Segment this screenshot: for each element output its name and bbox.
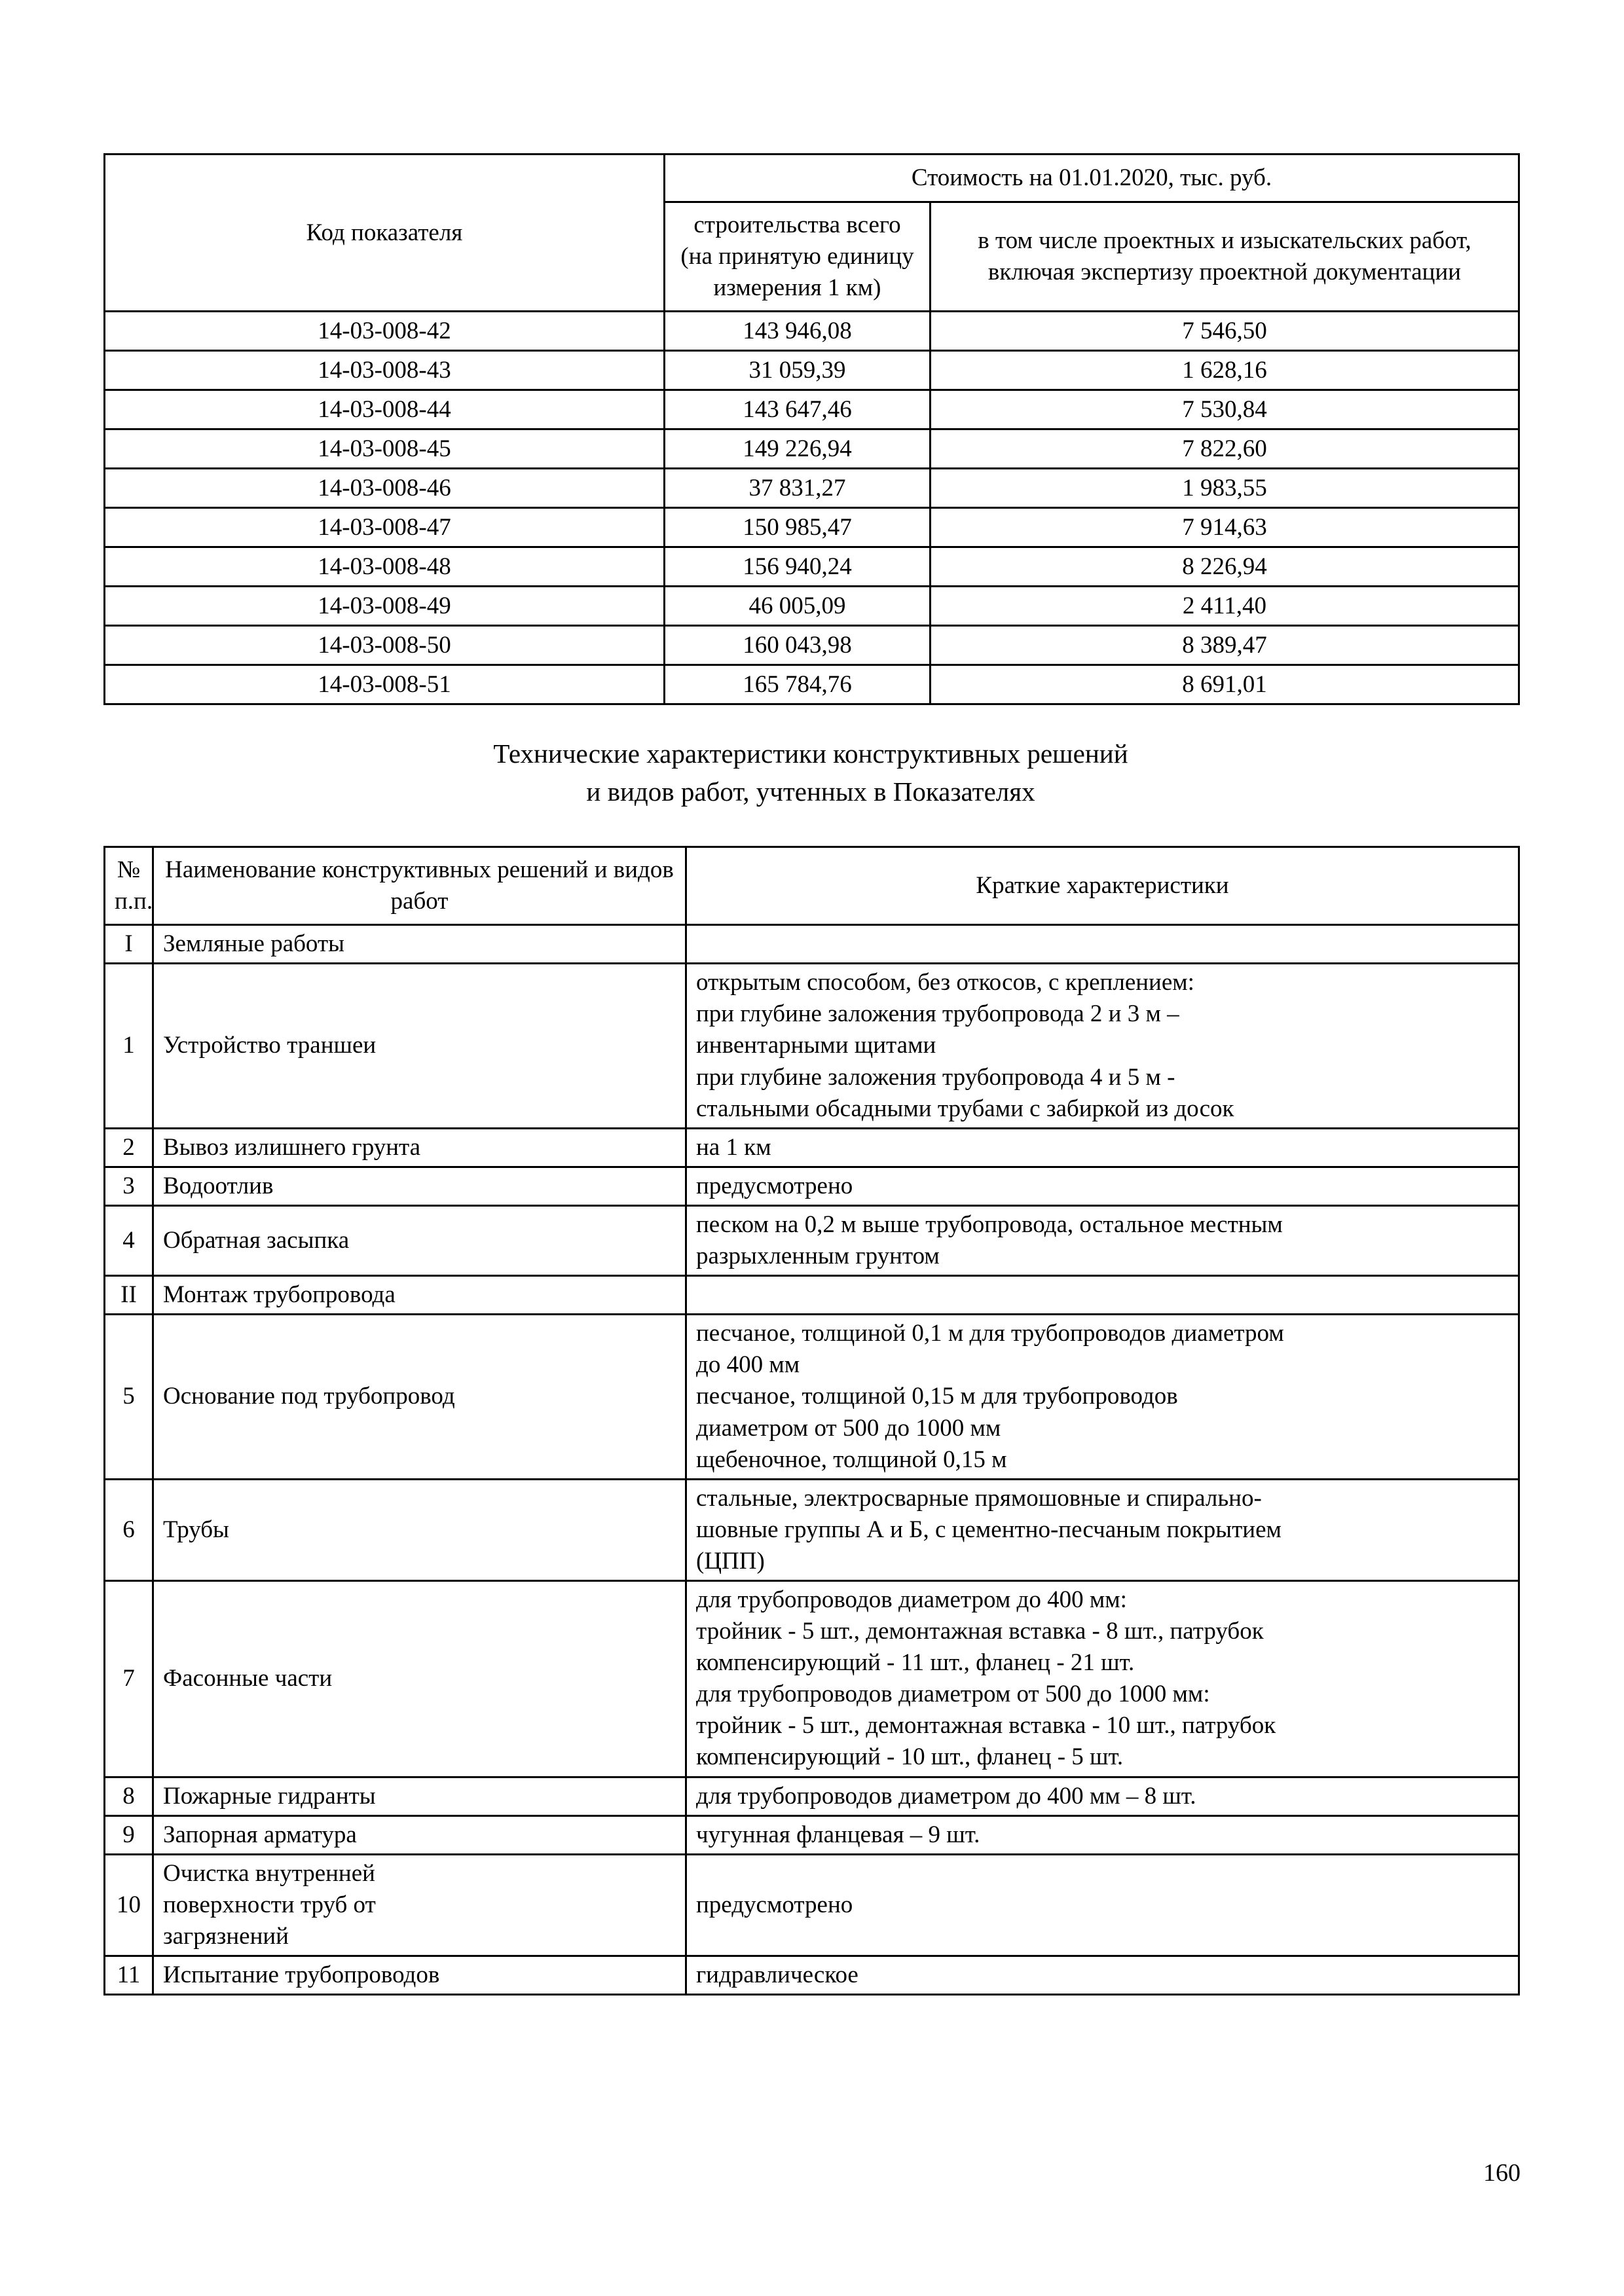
cell-total: 31 059,39 bbox=[665, 351, 931, 390]
cell-description bbox=[686, 964, 1519, 1128]
table-row bbox=[105, 1315, 1519, 1479]
cell-code: 14-03-008-46 bbox=[105, 469, 665, 508]
cell-number: II bbox=[105, 1276, 153, 1315]
name-line: Основание под трубопровод bbox=[163, 1383, 455, 1410]
cell-code: 14-03-008-50 bbox=[105, 626, 665, 665]
cost-table-head bbox=[105, 155, 1519, 312]
cell-design: 7 546,50 bbox=[931, 312, 1519, 351]
table-row bbox=[105, 925, 1519, 964]
cell-total: 149 226,94 bbox=[665, 429, 931, 469]
cell-number: 9 bbox=[105, 1815, 153, 1854]
cell-description bbox=[686, 1854, 1519, 1956]
description-line: чугунная фланцевая – 9 шт. bbox=[696, 1821, 980, 1848]
cell-number: 7 bbox=[105, 1580, 153, 1777]
description-line: до 400 мм bbox=[696, 1351, 800, 1379]
table-row bbox=[105, 964, 1519, 1128]
description-line: для трубопроводов диаметром до 400 мм: bbox=[696, 1586, 1127, 1613]
cell-description bbox=[686, 1276, 1519, 1315]
cell-code: 14-03-008-45 bbox=[105, 429, 665, 469]
cell-design: 7 914,63 bbox=[931, 508, 1519, 547]
name-line: Испытание трубопроводов bbox=[163, 1961, 440, 1988]
cell-code: 14-03-008-48 bbox=[105, 547, 665, 587]
header-cell-number bbox=[105, 847, 153, 925]
header-total-line-2: принятую единицу bbox=[718, 243, 914, 270]
cell-total: 156 940,24 bbox=[665, 547, 931, 587]
header-name-line-1: Наименование конструктивных bbox=[165, 856, 491, 883]
cell-number: 6 bbox=[105, 1479, 153, 1580]
description-line: компенсирующий - 10 шт., фланец - 5 шт. bbox=[696, 1743, 1124, 1771]
cell-total: 143 647,46 bbox=[665, 390, 931, 429]
header-cell-code bbox=[105, 155, 665, 312]
cell-name bbox=[153, 1205, 686, 1275]
cell-number: 4 bbox=[105, 1205, 153, 1275]
header-design-line-4: проектной документации bbox=[1199, 259, 1462, 286]
description-line: для трубопроводов диаметром от 500 до 1000 мм: bbox=[696, 1681, 1210, 1708]
cell-number: 11 bbox=[105, 1956, 153, 1995]
cell-design: 8 226,94 bbox=[931, 547, 1519, 587]
table-row bbox=[105, 1580, 1519, 1777]
section-heading bbox=[103, 735, 1518, 811]
cell-name bbox=[153, 1580, 686, 1777]
description-line: гидравлическое bbox=[696, 1961, 858, 1988]
name-line: Запорная арматура bbox=[163, 1821, 357, 1848]
table-row bbox=[105, 312, 1519, 351]
description-line: щебеночное, толщиной 0,15 м bbox=[696, 1446, 1007, 1473]
description-line: открытым способом, без откосов, с креплением: bbox=[696, 969, 1194, 996]
cell-description bbox=[686, 1956, 1519, 1995]
table-row bbox=[105, 1777, 1519, 1815]
description-line: инвентарными щитами bbox=[696, 1032, 936, 1059]
header-design-line-1: в том числе проектных и bbox=[978, 227, 1234, 255]
header-code-line-1: Код bbox=[306, 219, 345, 246]
cell-number: 8 bbox=[105, 1777, 153, 1815]
cell-code: 14-03-008-49 bbox=[105, 587, 665, 626]
cell-total: 46 005,09 bbox=[665, 587, 931, 626]
table-row bbox=[105, 1167, 1519, 1205]
cell-name bbox=[153, 1854, 686, 1956]
name-line: Устройство траншеи bbox=[163, 1032, 377, 1059]
description-line: для трубопроводов диаметром до 400 мм – 8 шт. bbox=[696, 1782, 1196, 1810]
cell-description bbox=[686, 1580, 1519, 1777]
table-row bbox=[105, 351, 1519, 390]
header-design-line-3: включая экспертизу bbox=[987, 259, 1194, 286]
cell-number: 10 bbox=[105, 1854, 153, 1956]
description-line: тройник - 5 шт., демонтажная вставка - 10 шт., патрубок bbox=[696, 1712, 1276, 1740]
cell-total: 150 985,47 bbox=[665, 508, 931, 547]
cost-table-body bbox=[105, 312, 1519, 704]
table-row bbox=[105, 1276, 1519, 1315]
cell-name bbox=[153, 1315, 686, 1479]
description-line: компенсирующий - 11 шт., фланец - 21 шт. bbox=[696, 1649, 1135, 1677]
section-heading-line-1: Технические характеристики конструктивных решений bbox=[493, 738, 1128, 769]
name-line: Очистка внутренней bbox=[163, 1859, 375, 1887]
cell-total: 143 946,08 bbox=[665, 312, 931, 351]
header-cell-design bbox=[931, 202, 1519, 312]
cell-description bbox=[686, 1815, 1519, 1854]
cell-description bbox=[686, 1315, 1519, 1479]
table-row bbox=[105, 469, 1519, 508]
table-row bbox=[105, 1956, 1519, 1995]
cell-description bbox=[686, 925, 1519, 964]
cell-code: 14-03-008-51 bbox=[105, 665, 665, 704]
table-row bbox=[105, 1205, 1519, 1275]
table-row bbox=[105, 547, 1519, 587]
cell-description bbox=[686, 1167, 1519, 1205]
cell-name bbox=[153, 964, 686, 1128]
name-line: Земляные работы bbox=[163, 930, 344, 958]
cost-table bbox=[103, 153, 1520, 705]
name-line: Пожарные гидранты bbox=[163, 1782, 376, 1810]
cell-number: 2 bbox=[105, 1128, 153, 1167]
header-design-line-2: изыскательских работ, bbox=[1240, 227, 1471, 255]
table-row bbox=[105, 626, 1519, 665]
cell-name bbox=[153, 1956, 686, 1995]
header-number-line-1: № bbox=[117, 856, 141, 883]
header-total-line-1: строительства всего (на bbox=[680, 211, 901, 270]
cell-design: 7 530,84 bbox=[931, 390, 1519, 429]
name-line: Монтаж трубопровода bbox=[163, 1281, 396, 1309]
name-line: Фасонные части bbox=[163, 1665, 333, 1692]
description-line: предусмотрено bbox=[696, 1172, 853, 1199]
tech-table-header-row bbox=[105, 847, 1519, 925]
name-line: Обратная засыпка bbox=[163, 1226, 350, 1254]
description-line: песчаное, толщиной 0,1 м для трубопроводов диаметром bbox=[696, 1320, 1284, 1347]
cell-number: 5 bbox=[105, 1315, 153, 1479]
cell-number: 3 bbox=[105, 1167, 153, 1205]
header-cell-name bbox=[153, 847, 686, 925]
name-line: Водоотлив bbox=[163, 1172, 274, 1199]
header-cell-cost-group: Стоимость на 01.01.2020, тыс. руб. bbox=[665, 155, 1519, 202]
cell-name bbox=[153, 1777, 686, 1815]
header-name-line-2: решений и видов работ bbox=[390, 856, 674, 915]
cell-code: 14-03-008-44 bbox=[105, 390, 665, 429]
header-code-line-2: показателя bbox=[351, 219, 463, 246]
cell-description bbox=[686, 1128, 1519, 1167]
cell-total: 37 831,27 bbox=[665, 469, 931, 508]
description-line: (ЦПП) bbox=[696, 1547, 765, 1575]
cell-name bbox=[153, 1128, 686, 1167]
header-cell-total bbox=[665, 202, 931, 312]
cell-name bbox=[153, 1815, 686, 1854]
page-number: 160 bbox=[1483, 2159, 1521, 2187]
description-line: разрыхленным грунтом bbox=[696, 1243, 940, 1270]
section-heading-line-2: и видов работ, учтенных в Показателях bbox=[586, 776, 1035, 807]
cell-name bbox=[153, 1276, 686, 1315]
cell-design: 1 983,55 bbox=[931, 469, 1519, 508]
header-total-line-3: измерения 1 км) bbox=[713, 274, 881, 302]
cell-code: 14-03-008-47 bbox=[105, 508, 665, 547]
cell-number: I bbox=[105, 925, 153, 964]
cell-design: 7 822,60 bbox=[931, 429, 1519, 469]
description-line: шовные группы А и Б, с цементно-песчаным покрытием bbox=[696, 1516, 1282, 1543]
table-row bbox=[105, 508, 1519, 547]
table-row bbox=[105, 1815, 1519, 1854]
cell-design: 8 389,47 bbox=[931, 626, 1519, 665]
name-line: загрязнений bbox=[163, 1922, 289, 1950]
description-line: песком на 0,2 м выше трубопровода, остальное местным bbox=[696, 1211, 1283, 1238]
description-line: предусмотрено bbox=[696, 1891, 853, 1918]
cell-name bbox=[153, 925, 686, 964]
tech-table-body bbox=[105, 925, 1519, 1995]
cell-name bbox=[153, 1479, 686, 1580]
table-row bbox=[105, 1854, 1519, 1956]
cell-design: 8 691,01 bbox=[931, 665, 1519, 704]
description-line: при глубине заложения трубопровода 4 и 5 м - bbox=[696, 1063, 1175, 1091]
cell-total: 165 784,76 bbox=[665, 665, 931, 704]
cell-design: 1 628,16 bbox=[931, 351, 1519, 390]
description-line: песчаное, толщиной 0,15 м для трубопроводов bbox=[696, 1383, 1178, 1410]
cell-code: 14-03-008-43 bbox=[105, 351, 665, 390]
description-line: на 1 км bbox=[696, 1133, 771, 1161]
cell-description bbox=[686, 1777, 1519, 1815]
description-line: при глубине заложения трубопровода 2 и 3 м – bbox=[696, 1000, 1179, 1028]
tech-table-head bbox=[105, 847, 1519, 925]
cell-number: 1 bbox=[105, 964, 153, 1128]
technical-characteristics-table bbox=[103, 846, 1520, 1995]
cell-name bbox=[153, 1167, 686, 1205]
description-line: тройник - 5 шт., демонтажная вставка - 8 шт., патрубок bbox=[696, 1618, 1264, 1645]
table-row bbox=[105, 665, 1519, 704]
description-line: стальными обсадными трубами с забиркой из досок bbox=[696, 1095, 1234, 1122]
name-line: Трубы bbox=[163, 1516, 229, 1543]
table-row bbox=[105, 429, 1519, 469]
header-number-line-2: п.п. bbox=[115, 888, 153, 915]
name-line: поверхности труб от bbox=[163, 1891, 376, 1918]
description-line: диаметром от 500 до 1000 мм bbox=[696, 1414, 1001, 1442]
table-row bbox=[105, 390, 1519, 429]
cell-total: 160 043,98 bbox=[665, 626, 931, 665]
description-line: стальные, электросварные прямошовные и спирально- bbox=[696, 1484, 1262, 1512]
cost-table-header-row-1 bbox=[105, 155, 1519, 202]
header-cell-description: Краткие характеристики bbox=[686, 847, 1519, 925]
table-row bbox=[105, 1479, 1519, 1580]
name-line: Вывоз излишнего грунта bbox=[163, 1133, 421, 1161]
table-row bbox=[105, 1128, 1519, 1167]
cell-design: 2 411,40 bbox=[931, 587, 1519, 626]
table-row bbox=[105, 587, 1519, 626]
cell-description bbox=[686, 1205, 1519, 1275]
cell-description bbox=[686, 1479, 1519, 1580]
cell-code: 14-03-008-42 bbox=[105, 312, 665, 351]
